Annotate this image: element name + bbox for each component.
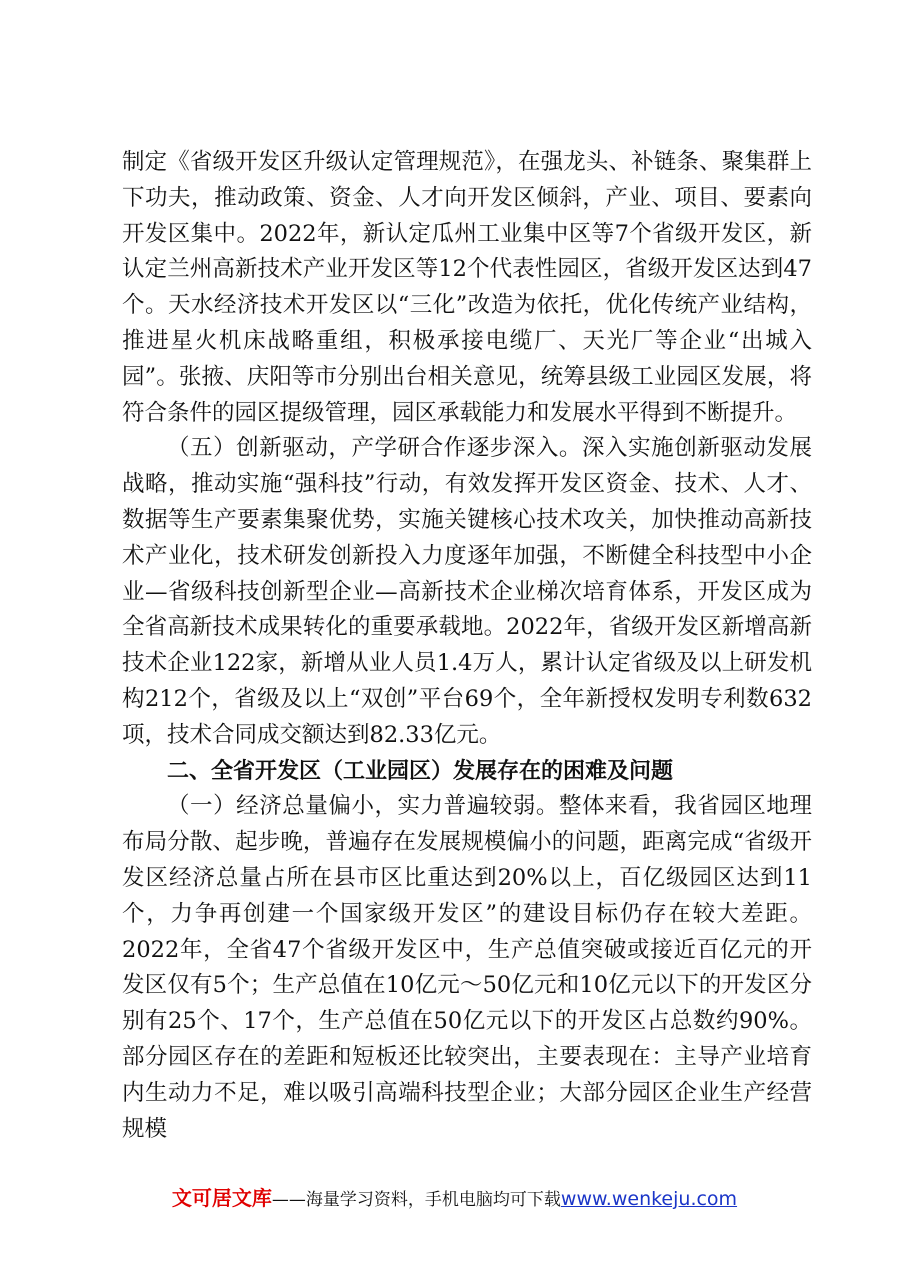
footer-tagline: ——海量学习资料，手机电脑均可下载 [271, 1190, 561, 1210]
paragraph-3: （一）经济总量偏小，实力普遍较弱。整体来看，我省园区地理布局分散、起步晚，普遍存在发展规模偏小的问题，距离完成“省级开发区经济总量占所在县市区比重达到20%以上，百亿级园区达到11个，力争再创建一个国家级开发区”的建设目标仍存在较大差距。2022年，全省47个省级开发区中，生产总值突破或接近百亿元的开发区仅有5个；生产总值在10亿元～50亿元和10亿元以下的开发区分别有25个、17个，生产总值在50亿元以下的开发区占总数约90%。部分园区存在的差距和短板还比较突出，主要表现在：主导产业培育内生动力不足，难以吸引高端科技型企业；大部分园区企业生产经营规模 [122, 793, 812, 1142]
paragraph-1: 制定《省级开发区升级认定管理规范》，在强龙头、补链条、聚集群上下功夫，推动政策、资金、人才向开发区倾斜，产业、项目、要素向开发区集中。2022年，新认定瓜州工业集中区等7个省级开发区，新认定兰州高新技术产业开发区等12个代表性园区，省级开发区达到47个。天水经济技术开发区以“三化”改造为依托，优化传统产业结构，推进星火机床战略重组，积极承接电缆厂、天光厂等企业“出城入园”。张掖、庆阳等市分别出台相关意见，统筹县级工业园区发展，将符合条件的园区提级管理，园区承载能力和发展水平得到不断提升。 [122, 149, 812, 426]
section-heading: 二、全省开发区（工业园区）发展存在的困难及问题 [167, 758, 674, 784]
footer-banner [0, 1182, 909, 1211]
paragraph-2: （五）创新驱动，产学研合作逐步深入。深入实施创新驱动发展战略，推动实施“强科技”行动，有效发挥开发区资金、技术、人才、数据等生产要素集聚优势，实施关键核心技术攻关，加快推动高新技术产业化，技术研发创新投入力度逐年加强，不断健全科技型中小企业—省级科技创新型企业—高新技术企业梯次培育体系，开发区成为全省高新技术成果转化的重要承载地。2022年，省级开发区新增高新技术企业122家，新增从业人员1.4万人，累计认定省级及以上研发机构212个，省级及以上“双创”平台69个，全年新授权发明专利数632项，技术合同成交额达到82.33亿元。 [122, 435, 812, 748]
footer-link[interactable]: www.wenkeju.com [560, 1188, 738, 1210]
document-body [122, 145, 812, 1147]
footer-brand: 文可居文库 [171, 1186, 272, 1210]
